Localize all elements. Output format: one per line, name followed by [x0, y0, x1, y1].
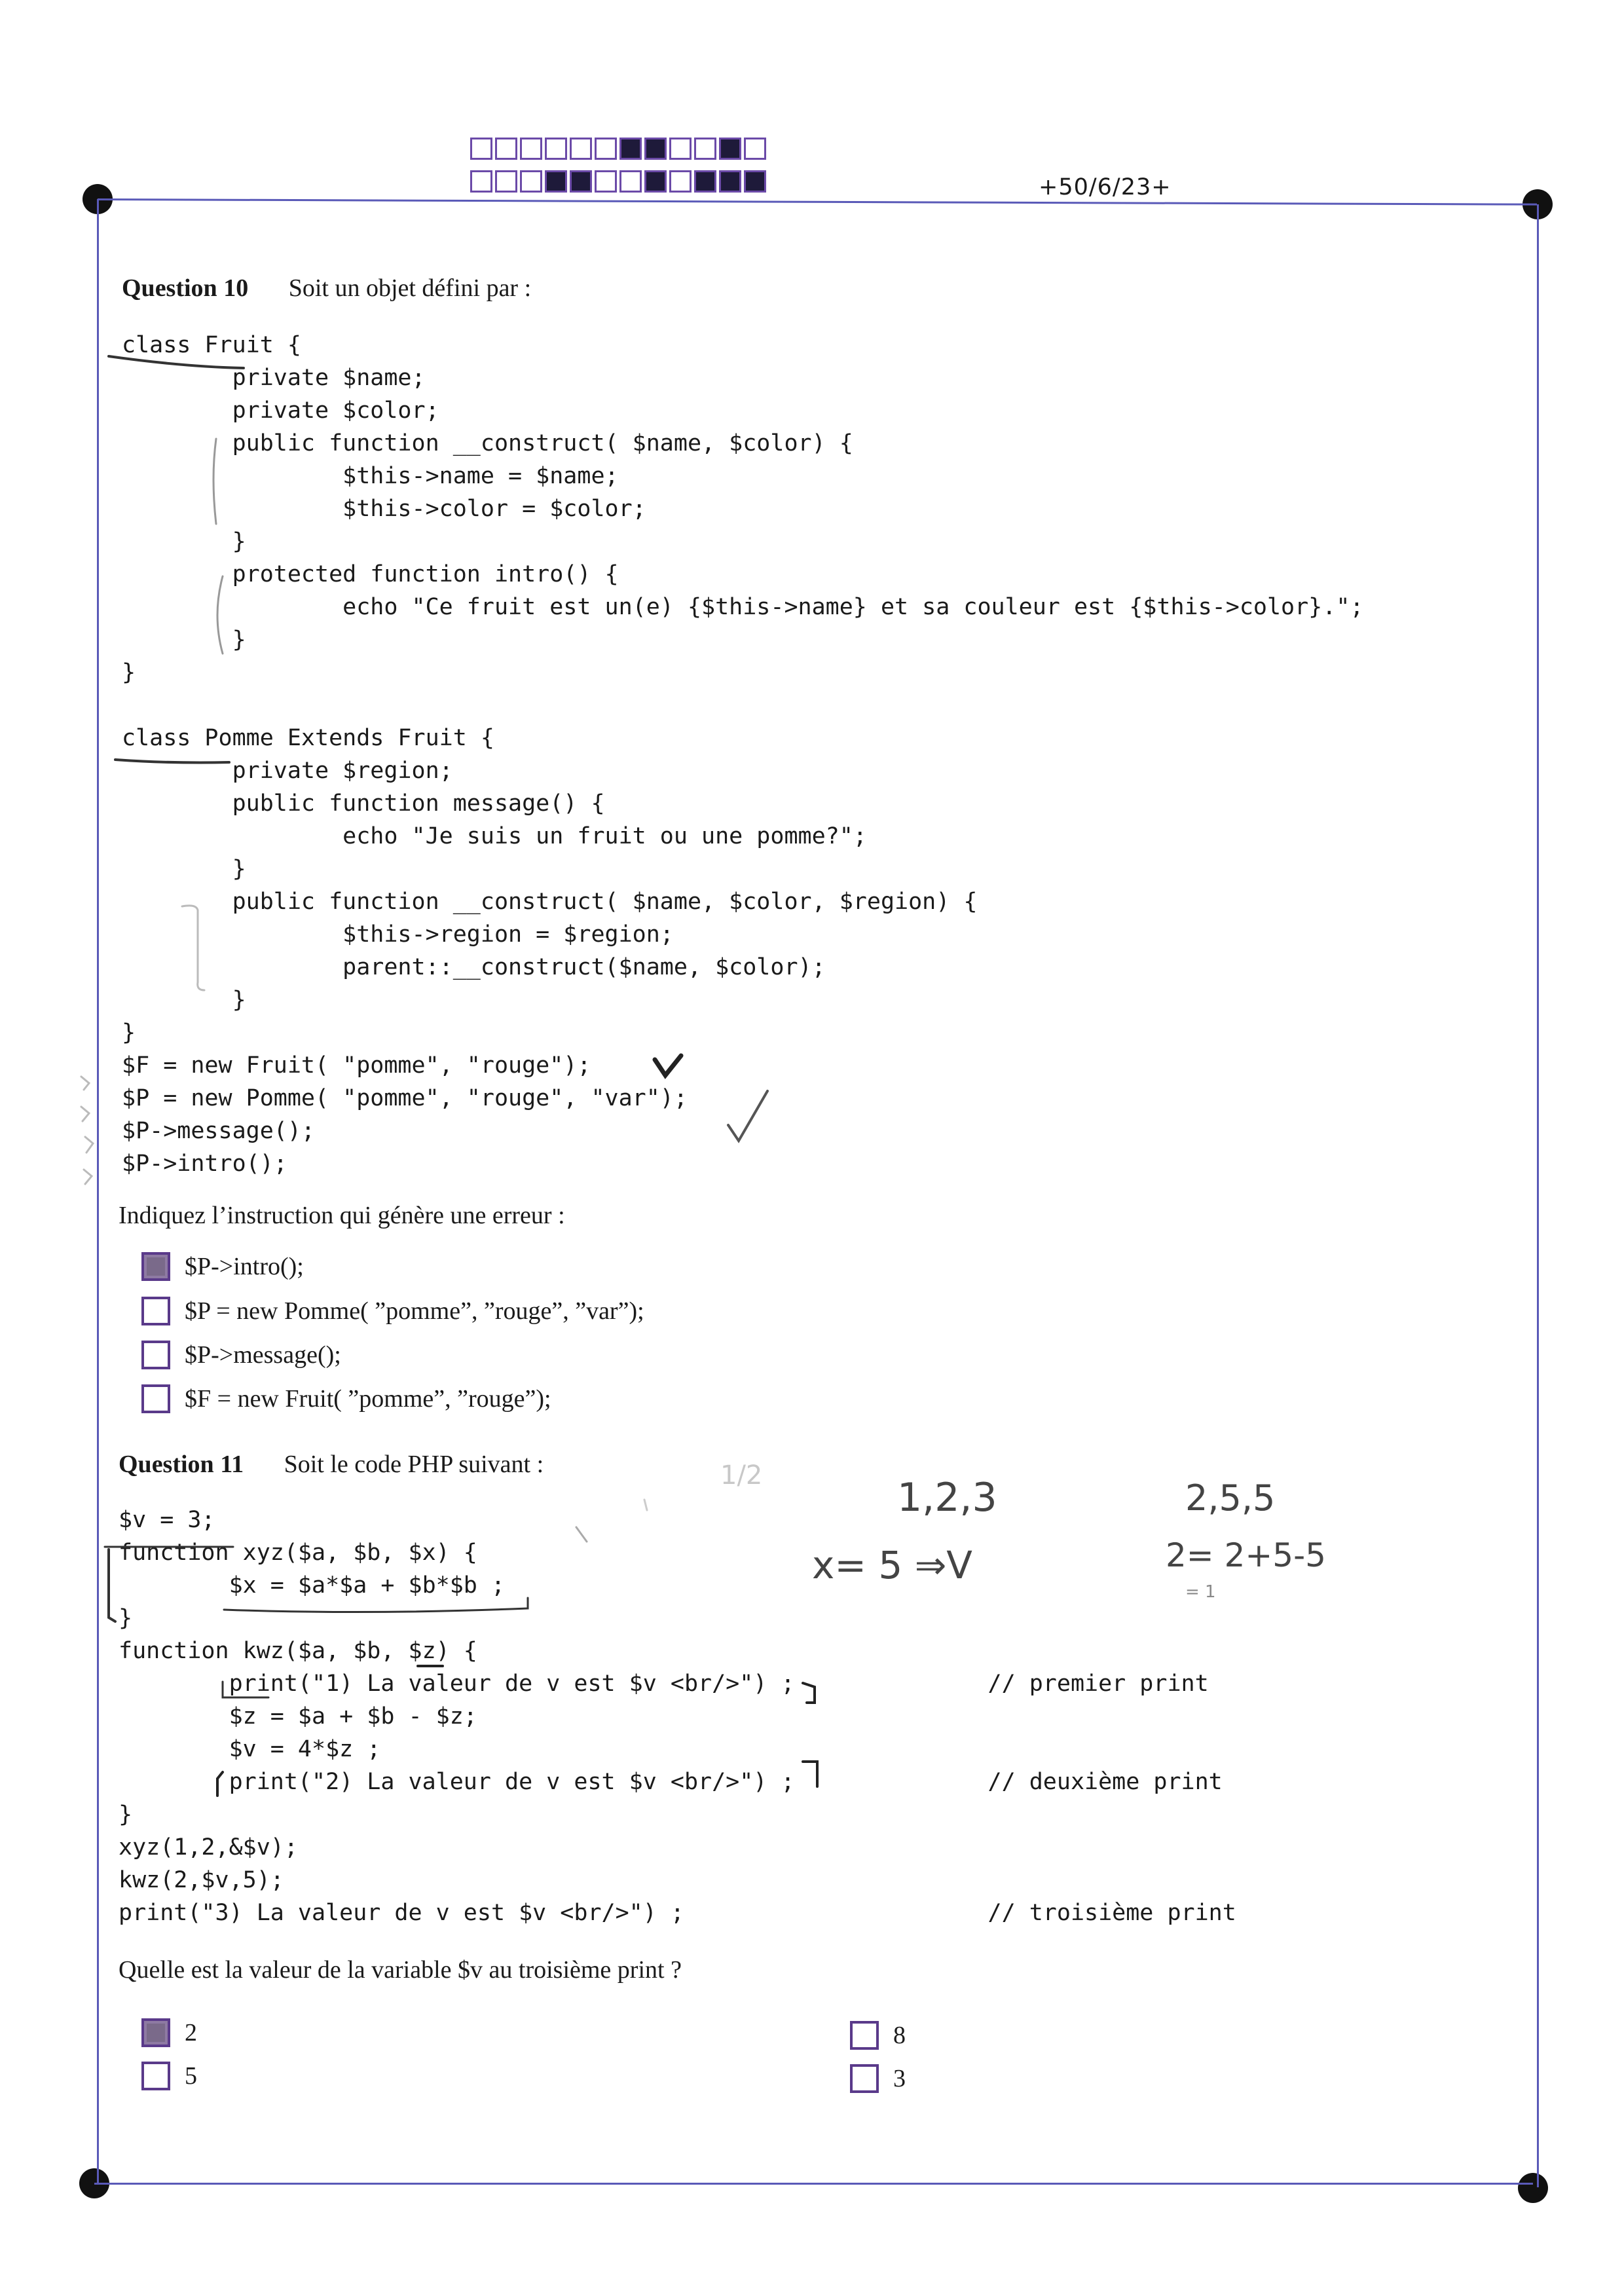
q11-code-block: $v = 3; function xyz($a, $b, $x) { $x = $a*$a + $b*$b ; } function kwz($a, $b, $z) { print("1) La valeur de v est $v <br/>") ; // premier print $z = $a + $b - $z; $v = 4*$z ; print("2) La valeur de v est $v <br/>") ; // deuxième print } xyz(1,2,&$v); kwz(2,$v,5); print("3) La valeur de v est $v <br/>") ; // troisième print — [119, 1507, 1236, 1926]
tick-mark — [85, 1137, 93, 1153]
q11-label: Question 11 — [119, 1451, 244, 1478]
checkmark-icon — [655, 1056, 681, 1075]
q10-label: Question 10 — [122, 274, 249, 302]
bracket-mark — [803, 1683, 815, 1703]
sheet-code: +50/6/23+ — [1039, 174, 1172, 200]
underline-mark — [115, 760, 229, 763]
handwritten-note-5: = 1 — [1185, 1582, 1216, 1602]
q10-choice-4-label: $F = new Fruit( ”pomme”, ”rouge”); — [185, 1385, 551, 1413]
handwritten-note-4: 2= 2+5-5 — [1166, 1536, 1326, 1574]
underline-mark — [224, 1598, 528, 1612]
handwritten-faint-note: 1/2 — [720, 1460, 763, 1491]
tick-mark — [81, 1077, 89, 1090]
tick-mark — [84, 1170, 92, 1184]
q10-choice-2-label: $P = new Pomme( ”pomme”, ”rouge”, ”var”); — [185, 1297, 644, 1325]
q11-choice-3-label: 8 — [893, 2022, 906, 2049]
q11-prompt: Soit le code PHP suivant : — [284, 1451, 544, 1478]
bracket-mark — [182, 906, 204, 990]
handwritten-note-3: 2,5,5 — [1185, 1477, 1276, 1519]
q10-prompt: Soit un objet défini par : — [288, 274, 532, 302]
bracket-mark — [213, 439, 216, 524]
q10-code-block: class Fruit { private $name; private $color; public function __construct( $name, $color) { $this->name = $name; $this->color = $color; } protected function intro() { echo "Ce fruit est un(e) {$this->name} et sa couleur est {$this->color}."; } } class Pomme Extends Fruit { private $region; public function message() { echo "Je suis un fruit ou une pomme?"; } public function __construct( $name, $color, $region) { $this->region = $region; parent::__construct($name, $color); } } $F = new Fruit( "pomme", "rouge"); $P = new Pomme( "pomme", "rouge", "var"); $P->message(); $P->intro(); — [122, 332, 1364, 1177]
bracket-mark — [803, 1762, 817, 1787]
tick-mark — [81, 1107, 89, 1121]
tick-mark — [576, 1527, 587, 1542]
bracket-mark — [109, 1549, 115, 1621]
bracket-mark — [217, 576, 223, 654]
tick-mark — [644, 1500, 647, 1510]
handwritten-note-2: x= 5 ⇒V — [812, 1543, 972, 1587]
q11-choice-4-label: 3 — [893, 2065, 906, 2092]
q11-choice-2-label: 5 — [185, 2062, 197, 2090]
q10-choice-3-label: $P->message(); — [185, 1341, 341, 1369]
bracket-mark — [217, 1772, 223, 1796]
bracket-mark — [223, 1682, 268, 1697]
checkmark-icon — [728, 1091, 767, 1141]
q10-question: Indiquez l’instruction qui génère une erreur : — [119, 1202, 565, 1229]
q11-choice-1-label: 2 — [185, 2019, 197, 2046]
q10-choice-1-label: $P->intro(); — [185, 1253, 304, 1280]
q11-question: Quelle est la valeur de la variable $v au troisième print ? — [119, 1956, 682, 1984]
underline-mark — [109, 356, 244, 368]
handwritten-note-1: 1,2,3 — [897, 1475, 997, 1521]
